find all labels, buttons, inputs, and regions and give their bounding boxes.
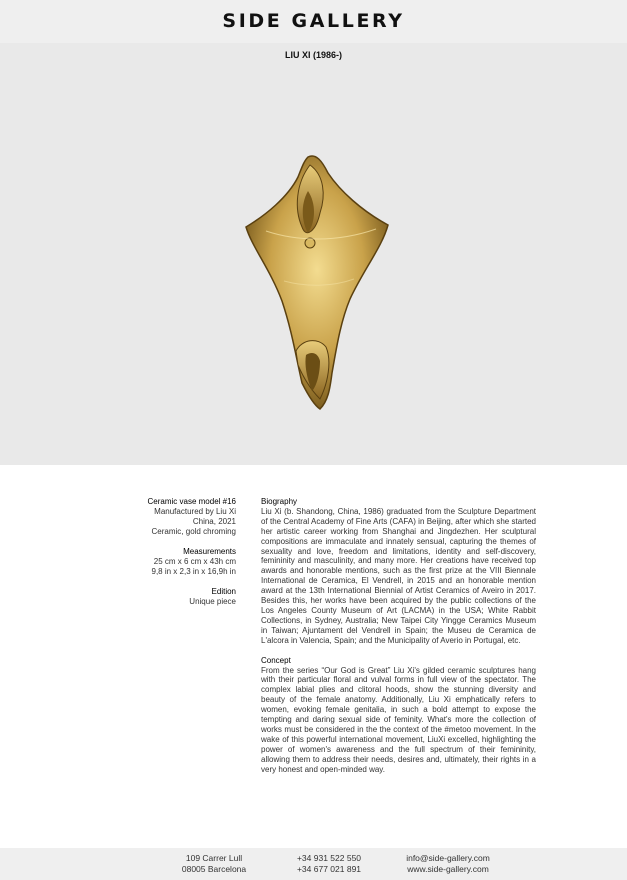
footer-contact: [393, 853, 503, 875]
footer-address: [164, 853, 264, 875]
measurements-heading: Measurements: [183, 547, 236, 556]
measurements-in: 9,8 in x 2,3 in x 16,9h in: [151, 567, 236, 576]
artwork-details: [96, 497, 236, 607]
measurements-cm: 25 cm x 6 cm x 43h cm: [153, 557, 236, 566]
concept-heading: Concept: [261, 655, 291, 665]
biography-heading: Biography: [261, 497, 298, 506]
address-line-1: 109 Carrer Lull: [185, 853, 243, 863]
artwork-photo-area: [0, 43, 627, 465]
brand-title: SIDE GALLERY: [222, 10, 405, 32]
email-link[interactable]: info@side-gallery.com: [406, 853, 490, 863]
edition-value: Unique piece: [189, 597, 236, 606]
artwork-material: Ceramic, gold chroming: [151, 527, 236, 536]
biography-text: Liu Xi (b. Shandong, China, 1986) graduated from the Sculpture Department of the Central Academy of Fine Arts (CAFA) in Beijing, after which she started her artistic career working from Shanghai and Jingdezhen. Her sculptural compositions are immaculate and innately sensual, capturing the themes of sexuality and love, freedom and limitations, identity and self-discovery, femininity and masculinity, and many more. Her creations have received top awards and honorable mentions, such as the first prize at the VIII Biennale International de Ceramica, El Vendrell, in 2015 and an honorable mention award at the 13th International Biennial of Artist Ceramics of Aveiro in 2017. Besides this, her works have been acquired by the public collections of the Los Angeles County Museum of Art (LACMA) in the USA; White Rabbit Collections, in Sydney, Australia; New Taipei City Yingge Ceramics Museum in Taiwan; Ajuntament del Vendrell in Spain; the Museu de Ceramica de L'alcora in Valencia, Spain; and the Municipality of Averio in Portugal, etc.: [261, 506, 536, 645]
artwork-origin: China, 2021: [192, 517, 236, 526]
phone-2: +34 677 021 891: [296, 864, 362, 874]
address-line-2: 08005 Barcelona: [181, 864, 247, 874]
artist-name: LIU XI (1986-): [284, 50, 342, 60]
phone-1: +34 931 522 550: [296, 853, 362, 863]
website-link[interactable]: www.side-gallery.com: [407, 864, 489, 874]
artwork-title: Ceramic vase model #16: [147, 497, 236, 506]
page-header: [0, 0, 627, 43]
concept-text: From the series “Our God is Great” Liu Xi's gilded ceramic sculptures hang with their particular floral and vulval forms in full view of the spectator. The complex labial plies and clitoral hoods, show the stunning diversity and beauty of the female anatomy. Additionally, Liu Xi emphatically refers to women, evoking female genitalia, in such a bold attempt to expose the tempting and daring sexual side of feminity. What's more the collection of works must be considered in the the context of the #metoo movement. In the wake of this powerful international movement, LiuXi excelled, highlighting the power of women's awareness and the full spectrum of their femininity, allowing them to address their needs, desires and, ultimately, their rights in a very honest and open-minded way.: [261, 665, 536, 774]
edition-heading: Edition: [211, 587, 236, 596]
sculpture-image: [236, 151, 400, 413]
footer-phones: [279, 853, 379, 875]
page-footer: [0, 848, 627, 880]
artwork-maker: Manufactured by Liu Xi: [154, 507, 236, 516]
description-column: [261, 497, 536, 774]
